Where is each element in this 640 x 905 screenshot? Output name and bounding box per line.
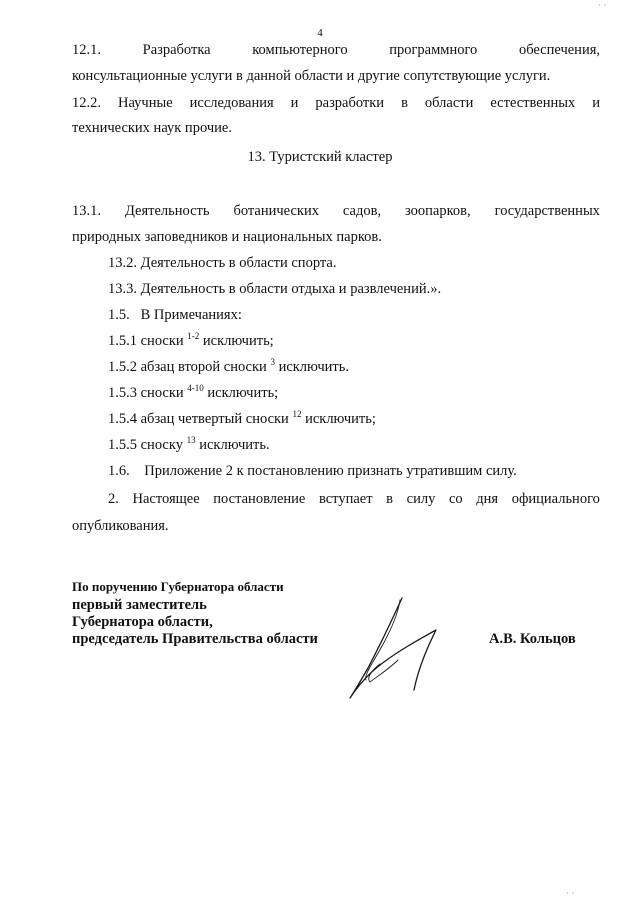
- word: разработки: [315, 95, 385, 111]
- signatory-name: А.В. Кольцов: [489, 631, 576, 647]
- word: Настоящее: [132, 491, 200, 507]
- word: со: [448, 491, 463, 507]
- item-12-2-line1: [72, 91, 600, 116]
- text: исключить;: [199, 333, 274, 349]
- word: государственных: [494, 203, 600, 219]
- text: 1.5.2 абзац второй сноски: [108, 359, 271, 375]
- word: садов,: [342, 203, 382, 219]
- signature-line-2: первый заместитель: [72, 597, 207, 613]
- corner-mark: · ·: [598, 0, 607, 10]
- footnote-ref: 12: [292, 409, 302, 419]
- word: зоопарков,: [405, 203, 471, 219]
- text: исключить.: [274, 359, 349, 375]
- footnote-ref: 13: [186, 435, 196, 445]
- item-1-5-4: [108, 407, 376, 432]
- footnote-ref: 3: [270, 357, 275, 367]
- text: 1.5.3 сноски: [108, 385, 188, 401]
- word: официального: [511, 491, 600, 507]
- cluster-heading: 13. Туристский кластер: [247, 149, 393, 165]
- text: исключить.: [195, 437, 270, 453]
- word: программного: [389, 42, 478, 58]
- item-13-1-line2: природных заповедников и национальных парков.: [72, 229, 382, 245]
- word: вступает: [318, 491, 373, 507]
- item-12-1-line2: консультационные услуги в данной области и другие сопутствующие услуги.: [72, 68, 551, 84]
- word: и: [592, 95, 600, 111]
- footnote-ref: 4-10: [187, 383, 204, 393]
- item-1-5-1: [108, 329, 274, 354]
- text: исключить;: [203, 385, 279, 401]
- word: дня: [476, 491, 499, 507]
- item-13-1-line1: [72, 199, 600, 224]
- footnote-ref: 1-2: [187, 331, 200, 341]
- word: 2.: [108, 491, 119, 507]
- item-12-2-line2: технических наук прочие.: [72, 120, 232, 136]
- signature-line-1: По поручению Губернатора области: [72, 579, 284, 594]
- item-1-5: 1.5. В Примечаниях:: [108, 307, 242, 323]
- item-1-6: 1.6. Приложение 2 к постановлению признать утратившим силу.: [108, 463, 517, 479]
- item-2-line2: опубликования.: [72, 518, 169, 534]
- word: в: [401, 95, 408, 111]
- word: 12.1.: [72, 42, 101, 58]
- item-1-5-2: [108, 355, 349, 380]
- signature-line-3: Губернатора области,: [72, 614, 213, 630]
- item-13-3: 13.3. Деятельность в области отдыха и развлечений.».: [108, 281, 442, 297]
- word: ботанических: [233, 203, 319, 219]
- text: 1.5.5 сноску: [108, 437, 187, 453]
- word: 12.2.: [72, 95, 101, 111]
- word: исследования: [189, 95, 274, 111]
- text: исключить;: [301, 411, 376, 427]
- item-2-line1: [108, 487, 600, 512]
- word: компьютерного: [252, 42, 348, 58]
- word: в: [386, 491, 394, 507]
- word: Научные: [117, 95, 173, 111]
- word: Деятельность: [124, 203, 210, 219]
- item-1-5-3: [108, 381, 278, 406]
- text: 1.5.1 сноски: [108, 333, 188, 349]
- item-12-1-line1: [72, 38, 600, 63]
- page-number: 4: [317, 27, 323, 39]
- item-1-5-5: [108, 433, 270, 458]
- word: естественных: [490, 95, 576, 111]
- word: и: [290, 95, 299, 111]
- word: области: [424, 95, 474, 111]
- corner-mark: · ·: [566, 888, 575, 898]
- word: Разработка: [142, 42, 211, 58]
- word: постановление: [213, 491, 306, 507]
- word: 13.1.: [72, 203, 101, 219]
- text: 1.5.4 абзац четвертый сноски: [108, 411, 293, 427]
- handwritten-signature: [340, 590, 460, 710]
- item-13-2: 13.2. Деятельность в области спорта.: [108, 255, 337, 271]
- signature-line-4: председатель Правительства области: [72, 631, 318, 647]
- word: силу: [406, 491, 436, 507]
- word: обеспечения,: [518, 42, 600, 58]
